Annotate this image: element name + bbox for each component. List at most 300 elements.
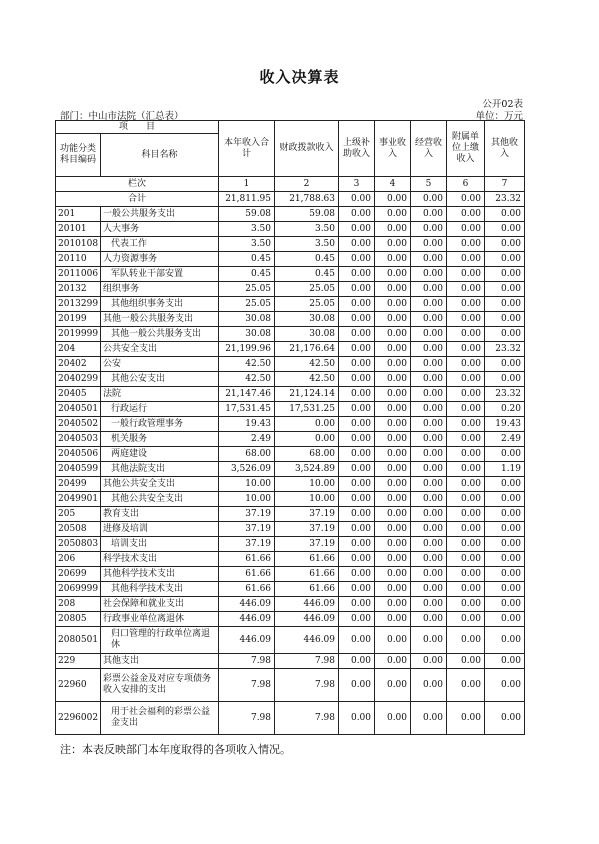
row-value: 0.00 (375, 477, 411, 492)
table-row (56, 537, 525, 552)
row-value: 0.00 (339, 597, 375, 612)
row-value: 0.00 (411, 477, 447, 492)
row-value: 0.00 (411, 432, 447, 447)
table-row (56, 297, 525, 312)
row-value: 37.19 (275, 507, 339, 522)
row-value: 0.00 (339, 477, 375, 492)
table-row (56, 654, 525, 669)
total-value: 0.00 (447, 192, 485, 207)
row-value: 0.00 (447, 537, 485, 552)
row-value: 0.00 (485, 654, 525, 669)
row-code: 2040506 (56, 447, 101, 462)
row-code: 22960 (56, 669, 101, 702)
project-header: 项 目 (56, 121, 219, 134)
row-value: 25.05 (219, 297, 275, 312)
row-value: 42.50 (219, 372, 275, 387)
row-value: 446.09 (275, 597, 339, 612)
table-row (56, 702, 525, 735)
row-code: 20101 (56, 222, 101, 237)
row-value: 0.00 (339, 612, 375, 627)
table-row (56, 282, 525, 297)
row-value: 0.00 (447, 327, 485, 342)
row-value: 0.00 (447, 702, 485, 735)
total-value: 0.00 (339, 192, 375, 207)
table-row (56, 267, 525, 282)
row-value: 0.00 (447, 282, 485, 297)
row-code: 2040503 (56, 432, 101, 447)
row-value: 0.00 (411, 267, 447, 282)
row-name: 代表工作 (101, 237, 219, 252)
row-value: 0.00 (375, 522, 411, 537)
row-name: 培训支出 (101, 537, 219, 552)
row-value: 446.09 (275, 612, 339, 627)
row-value: 42.50 (219, 357, 275, 372)
table-row (56, 507, 525, 522)
row-value: 68.00 (219, 447, 275, 462)
row-value: 0.00 (375, 702, 411, 735)
column-header: 其他收入 (485, 121, 525, 177)
row-name: 教育支出 (101, 507, 219, 522)
row-value: 0.00 (375, 597, 411, 612)
row-code: 20199 (56, 312, 101, 327)
row-value: 0.00 (447, 507, 485, 522)
row-value: 0.00 (485, 327, 525, 342)
row-code: 2010108 (56, 237, 101, 252)
unit-label: 单位：万元 (475, 111, 523, 122)
name-header: 科目名称 (101, 134, 219, 177)
row-value: 0.00 (447, 387, 485, 402)
table-row (56, 327, 525, 342)
row-code: 2013299 (56, 297, 101, 312)
row-value: 0.00 (485, 447, 525, 462)
row-value: 0.00 (375, 447, 411, 462)
row-value: 17,531.25 (275, 402, 339, 417)
row-value: 0.00 (375, 492, 411, 507)
row-value: 7.98 (219, 654, 275, 669)
row-value: 61.66 (275, 552, 339, 567)
row-code: 2050803 (56, 537, 101, 552)
row-code: 20405 (56, 387, 101, 402)
row-code: 2040501 (56, 402, 101, 417)
row-code: 20132 (56, 282, 101, 297)
row-value: 0.00 (375, 267, 411, 282)
row-value: 0.00 (485, 297, 525, 312)
row-value: 0.00 (375, 612, 411, 627)
table-row (56, 669, 525, 702)
row-value: 0.00 (447, 492, 485, 507)
row-value: 0.00 (485, 357, 525, 372)
row-value: 0.00 (375, 654, 411, 669)
row-value: 3.50 (275, 222, 339, 237)
form-number: 公开02表 (482, 99, 523, 110)
table-row (56, 432, 525, 447)
row-name: 其他一般公共服务支出 (101, 327, 219, 342)
row-value: 0.00 (339, 654, 375, 669)
row-code: 201 (56, 207, 101, 222)
row-value: 17,531.45 (219, 402, 275, 417)
row-name: 公安 (101, 357, 219, 372)
row-value: 0.00 (411, 297, 447, 312)
row-value: 0.20 (485, 402, 525, 417)
row-value: 0.00 (411, 582, 447, 597)
row-value: 0.00 (339, 357, 375, 372)
row-value: 0.00 (375, 297, 411, 312)
row-name: 军队转业干部安置 (101, 267, 219, 282)
row-value: 0.00 (339, 552, 375, 567)
table-row (56, 477, 525, 492)
row-value: 21,176.64 (275, 342, 339, 357)
row-value: 0.00 (411, 402, 447, 417)
table-row (56, 522, 525, 537)
row-value: 0.00 (447, 654, 485, 669)
row-value: 0.00 (411, 492, 447, 507)
row-value: 2.49 (485, 432, 525, 447)
row-value: 59.08 (219, 207, 275, 222)
row-value: 0.00 (485, 669, 525, 702)
row-value: 10.00 (219, 492, 275, 507)
row-value: 30.08 (275, 327, 339, 342)
row-value: 0.00 (411, 372, 447, 387)
row-name: 法院 (101, 387, 219, 402)
row-value: 0.00 (411, 417, 447, 432)
row-value: 0.00 (447, 237, 485, 252)
row-value: 10.00 (275, 477, 339, 492)
row-value: 25.05 (219, 282, 275, 297)
row-value: 0.00 (339, 207, 375, 222)
row-name: 行政运行 (101, 402, 219, 417)
row-value: 30.08 (219, 312, 275, 327)
row-value: 0.00 (447, 357, 485, 372)
row-value: 7.98 (219, 669, 275, 702)
row-value: 0.00 (447, 312, 485, 327)
row-code: 2019999 (56, 327, 101, 342)
row-value: 0.00 (447, 669, 485, 702)
table-row (56, 312, 525, 327)
row-value: 0.00 (411, 207, 447, 222)
row-value: 446.09 (219, 597, 275, 612)
row-value: 61.66 (219, 567, 275, 582)
column-header: 事业收入 (375, 121, 411, 177)
row-name: 人力资源事务 (101, 252, 219, 267)
row-value: 0.00 (485, 597, 525, 612)
row-value: 0.00 (447, 222, 485, 237)
row-value: 0.00 (339, 402, 375, 417)
row-value: 61.66 (275, 567, 339, 582)
row-value: 0.00 (447, 477, 485, 492)
row-name: 彩票公益金及对应专项债务收入安排的支出 (101, 669, 219, 702)
row-value: 0.00 (411, 597, 447, 612)
row-value: 0.00 (485, 537, 525, 552)
row-value: 37.19 (275, 522, 339, 537)
row-value: 0.00 (411, 654, 447, 669)
row-value: 0.00 (447, 597, 485, 612)
code-header: 功能分类科目编码 (56, 134, 101, 177)
row-value: 3.50 (219, 222, 275, 237)
row-value: 0.00 (411, 612, 447, 627)
row-value: 7.98 (275, 654, 339, 669)
row-value: 7.98 (219, 702, 275, 735)
column-header: 经营收入 (411, 121, 447, 177)
seq-number: 4 (375, 177, 411, 192)
table-row (56, 567, 525, 582)
row-value: 0.00 (447, 567, 485, 582)
row-value: 0.00 (375, 402, 411, 417)
row-value: 0.00 (339, 522, 375, 537)
row-value: 3,526.09 (219, 462, 275, 477)
row-value: 0.00 (485, 522, 525, 537)
row-code: 2011006 (56, 267, 101, 282)
row-name: 社会保障和就业支出 (101, 597, 219, 612)
page-title: 收入决算表 (259, 68, 340, 86)
row-value: 0.00 (447, 267, 485, 282)
seq-number: 6 (447, 177, 485, 192)
column-header: 上级补助收入 (339, 121, 375, 177)
row-value: 0.00 (447, 627, 485, 654)
row-value: 0.00 (485, 477, 525, 492)
row-value: 0.00 (447, 297, 485, 312)
row-value: 3.50 (275, 237, 339, 252)
row-value: 0.00 (485, 507, 525, 522)
row-name: 归口管理的行政单位离退休 (101, 627, 219, 654)
row-value: 0.00 (339, 372, 375, 387)
row-value: 3,524.89 (275, 462, 339, 477)
row-value: 0.00 (339, 417, 375, 432)
row-value: 0.00 (447, 372, 485, 387)
row-code: 2296002 (56, 702, 101, 735)
total-value: 23.32 (485, 192, 525, 207)
table-row (56, 462, 525, 477)
table-row (56, 252, 525, 267)
row-value: 0.00 (275, 432, 339, 447)
row-value: 0.45 (219, 252, 275, 267)
row-code: 20699 (56, 567, 101, 582)
row-value: 7.98 (275, 669, 339, 702)
income-table (55, 120, 525, 735)
total-value: 21,788.63 (275, 192, 339, 207)
row-value: 0.00 (339, 702, 375, 735)
row-name: 其他科学技术支出 (101, 567, 219, 582)
row-value: 0.00 (339, 387, 375, 402)
row-value: 0.00 (375, 327, 411, 342)
row-code: 2040299 (56, 372, 101, 387)
row-value: 0.00 (447, 432, 485, 447)
row-value: 0.00 (447, 522, 485, 537)
table-row (56, 582, 525, 597)
row-value: 0.00 (411, 252, 447, 267)
row-value: 0.00 (375, 627, 411, 654)
row-value: 1.19 (485, 462, 525, 477)
row-value: 0.00 (375, 357, 411, 372)
row-name: 人大事务 (101, 222, 219, 237)
table-row (56, 402, 525, 417)
row-value: 0.00 (485, 582, 525, 597)
row-value: 19.43 (219, 417, 275, 432)
row-value: 0.00 (411, 282, 447, 297)
row-value: 10.00 (275, 492, 339, 507)
seq-number: 3 (339, 177, 375, 192)
row-value: 0.00 (339, 669, 375, 702)
row-value: 0.00 (447, 612, 485, 627)
row-code: 229 (56, 654, 101, 669)
row-value: 0.00 (485, 222, 525, 237)
row-value: 0.00 (339, 222, 375, 237)
row-value: 68.00 (275, 447, 339, 462)
row-value: 30.08 (219, 327, 275, 342)
row-value: 0.00 (485, 267, 525, 282)
row-value: 0.00 (485, 237, 525, 252)
table-row (56, 237, 525, 252)
row-name: 机关服务 (101, 432, 219, 447)
department-label: 部门：中山市法院（汇总表） (60, 111, 184, 122)
row-value: 21,147.46 (219, 387, 275, 402)
row-name: 进修及培训 (101, 522, 219, 537)
table-row (56, 222, 525, 237)
row-value: 0.00 (375, 342, 411, 357)
table-row (56, 447, 525, 462)
row-name: 其他法院支出 (101, 462, 219, 477)
row-value: 0.00 (375, 387, 411, 402)
row-value: 37.19 (219, 507, 275, 522)
row-value: 59.08 (275, 207, 339, 222)
row-value: 0.00 (339, 567, 375, 582)
total-label: 合计 (56, 192, 219, 207)
row-code: 2049901 (56, 492, 101, 507)
table-row (56, 612, 525, 627)
row-value: 0.45 (219, 267, 275, 282)
row-value: 0.00 (375, 222, 411, 237)
column-header: 附属单位上缴收入 (447, 121, 485, 177)
column-header: 本年收入合计 (219, 121, 275, 177)
seq-number: 1 (219, 177, 275, 192)
row-value: 0.45 (275, 267, 339, 282)
row-value: 0.00 (375, 372, 411, 387)
table-row (56, 207, 525, 222)
row-code: 2040599 (56, 462, 101, 477)
row-value: 0.00 (411, 537, 447, 552)
table-row (56, 342, 525, 357)
footnote: 注：本表反映部门本年度取得的各项收入情况。 (60, 743, 291, 756)
row-value: 0.00 (411, 327, 447, 342)
row-value: 61.66 (275, 582, 339, 597)
row-value: 23.32 (485, 387, 525, 402)
row-value: 0.00 (447, 207, 485, 222)
row-value: 0.00 (375, 312, 411, 327)
row-value: 0.00 (275, 417, 339, 432)
row-value: 0.00 (411, 669, 447, 702)
row-value: 0.00 (485, 627, 525, 654)
row-value: 0.00 (375, 567, 411, 582)
row-value: 0.00 (375, 552, 411, 567)
row-value: 0.00 (485, 492, 525, 507)
row-value: 0.00 (339, 507, 375, 522)
row-name: 其他科学技术支出 (101, 582, 219, 597)
row-value: 0.00 (447, 462, 485, 477)
row-value: 0.00 (375, 507, 411, 522)
row-value: 37.19 (275, 537, 339, 552)
row-code: 206 (56, 552, 101, 567)
table-row (56, 552, 525, 567)
row-value: 0.00 (339, 312, 375, 327)
row-name: 用于社会福利的彩票公益金支出 (101, 702, 219, 735)
row-name: 其他一般公共服务支出 (101, 312, 219, 327)
row-value: 0.00 (411, 567, 447, 582)
row-value: 0.00 (375, 417, 411, 432)
row-value: 0.00 (339, 582, 375, 597)
row-name: 科学技术支出 (101, 552, 219, 567)
row-value: 0.00 (375, 207, 411, 222)
row-name: 公共安全支出 (101, 342, 219, 357)
row-value: 0.00 (447, 447, 485, 462)
row-value: 0.00 (411, 627, 447, 654)
row-code: 2080501 (56, 627, 101, 654)
row-value: 0.00 (375, 237, 411, 252)
row-name: 组织事务 (101, 282, 219, 297)
row-value: 0.00 (339, 462, 375, 477)
row-value: 0.00 (411, 702, 447, 735)
row-value: 446.09 (219, 627, 275, 654)
row-value: 21,124.14 (275, 387, 339, 402)
row-value: 0.00 (485, 282, 525, 297)
table-row (56, 372, 525, 387)
row-value: 19.43 (485, 417, 525, 432)
row-name: 行政事业单位离退休 (101, 612, 219, 627)
row-value: 7.98 (275, 702, 339, 735)
row-value: 0.00 (339, 252, 375, 267)
row-value: 25.05 (275, 282, 339, 297)
row-code: 205 (56, 507, 101, 522)
row-code: 20805 (56, 612, 101, 627)
row-value: 0.00 (375, 252, 411, 267)
row-value: 0.00 (447, 582, 485, 597)
column-header: 财政拨款收入 (275, 121, 339, 177)
row-value: 0.00 (411, 387, 447, 402)
row-value: 0.00 (375, 537, 411, 552)
row-name: 其他组织事务支出 (101, 297, 219, 312)
row-value: 10.00 (219, 477, 275, 492)
table-body (56, 207, 525, 735)
row-value: 42.50 (275, 372, 339, 387)
seq-number: 7 (485, 177, 525, 192)
row-value: 446.09 (275, 627, 339, 654)
total-row (56, 192, 525, 207)
row-name: 其他公安支出 (101, 372, 219, 387)
row-value: 0.00 (485, 207, 525, 222)
row-value: 0.00 (447, 252, 485, 267)
row-value: 30.08 (275, 312, 339, 327)
row-value: 0.00 (375, 669, 411, 702)
row-value: 21,199.96 (219, 342, 275, 357)
row-code: 20402 (56, 357, 101, 372)
row-value: 0.00 (447, 402, 485, 417)
row-value: 0.00 (339, 297, 375, 312)
row-code: 208 (56, 597, 101, 612)
row-name: 两庭建设 (101, 447, 219, 462)
row-value: 61.66 (219, 582, 275, 597)
row-value: 0.00 (485, 567, 525, 582)
row-value: 0.00 (485, 312, 525, 327)
row-value: 0.00 (447, 342, 485, 357)
row-value: 0.00 (339, 537, 375, 552)
row-name: 其他支出 (101, 654, 219, 669)
table-row (56, 597, 525, 612)
row-name: 一般行政管理事务 (101, 417, 219, 432)
row-value: 37.19 (219, 537, 275, 552)
row-value: 0.00 (485, 702, 525, 735)
row-value: 0.00 (411, 552, 447, 567)
row-value: 0.00 (339, 447, 375, 462)
row-value: 0.00 (339, 237, 375, 252)
row-code: 20508 (56, 522, 101, 537)
